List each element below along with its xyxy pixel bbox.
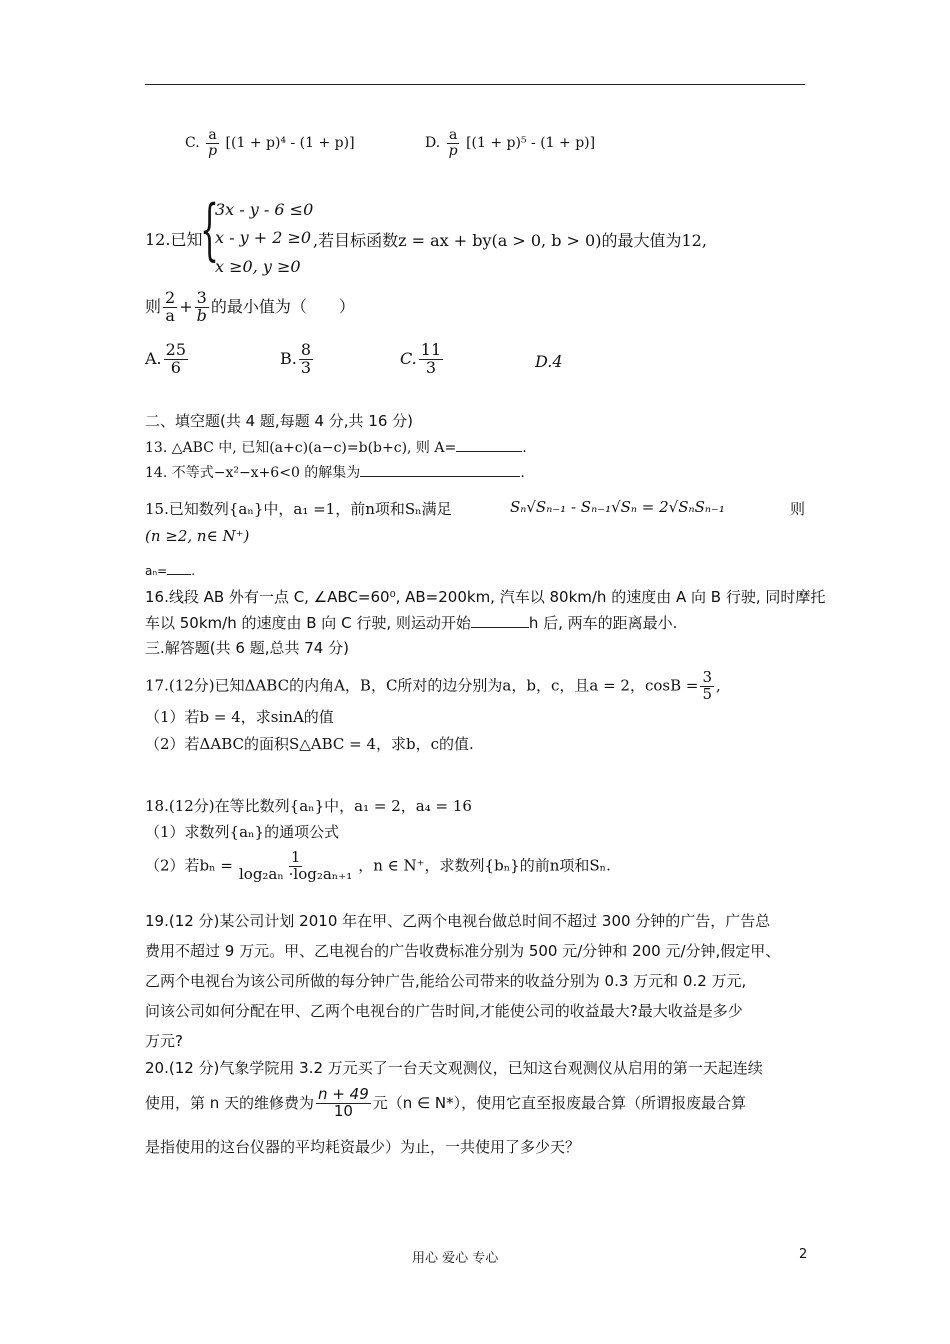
numerator: 1 (290, 848, 301, 866)
option-label: B. (280, 348, 297, 368)
q19-line: 费用不超过 9 万元。甲、乙电视台的广告收费标准分别为 500 元/分钟和 200 元/分钟,假定甲、 (145, 942, 781, 960)
q16-text-b: h 后, 两车的距离最小. (528, 614, 678, 632)
fraction (195, 290, 209, 325)
page-number: 2 (799, 1247, 808, 1262)
numerator: 11 (420, 340, 442, 359)
fraction (299, 342, 313, 377)
q18-part2-suffix: ，n ∈ N⁺，求数列{bₙ}的前n项和Sₙ. (358, 856, 611, 875)
fraction (700, 670, 714, 703)
q13 (145, 437, 527, 457)
q12-constraint-1: 3x - y - 6 ≤0 (215, 200, 314, 219)
numerator: a (448, 127, 458, 143)
q17-line-1 (145, 670, 721, 703)
numerator: 3 (702, 668, 712, 686)
q12-option-b (280, 342, 315, 377)
denominator: 3 (425, 357, 437, 377)
plus-sign: + (179, 296, 193, 316)
answer-blank (456, 437, 522, 452)
answer-blank (471, 613, 529, 628)
q11-option-d (425, 128, 595, 158)
denominator: 6 (170, 357, 181, 377)
numerator: a (208, 127, 217, 143)
q18-part2-prefix: （2）若bₙ = (145, 856, 233, 875)
denominator: 5 (702, 684, 712, 703)
denominator: 10 (333, 1101, 353, 1120)
footer-motto: 用心 爱心 专心 (412, 1251, 499, 1266)
q12-then: 则 (145, 296, 162, 316)
header-rule (145, 84, 805, 85)
q16-line-1: 16.线段 AB 外有一点 C, ∠ABC=60⁰, AB=200km, 汽车以 80km/h 的速度由 A 向 B 行驶, 同时摩托 (145, 588, 826, 606)
q16-line-2 (145, 612, 677, 633)
q20-line-3: 是指使用的这台仪器的平均耗资最少）为止，一共使用了多少天？ (145, 1138, 581, 1156)
answer-blank (167, 563, 191, 575)
fraction (206, 128, 219, 158)
q15-answer-end: . (191, 564, 196, 578)
q15-line-1 (145, 498, 452, 519)
fraction (316, 1087, 371, 1120)
answer-blank (360, 462, 520, 477)
q17-part-1: （1）若b = 4，求sinA的值 (145, 708, 334, 726)
fraction (164, 342, 188, 377)
q15-answer-label: aₙ= (145, 564, 168, 578)
denominator: a (165, 305, 175, 325)
q17-part-2: （2）若ΔABC的面积S△ABC = 4，求b，c的值. (145, 735, 474, 753)
denominator: p (448, 142, 458, 159)
q16-text-a: 车以 50km/h 的速度由 B 向 C 行驶, 则运动开始 (145, 614, 471, 632)
q17-comma: , (716, 676, 721, 695)
q13-text: 13. △ABC 中, 已知(a+c)(a−c)=b(b+c), 则 A= (145, 440, 457, 456)
q12-constraint-3: x ≥0, y ≥0 (215, 257, 301, 276)
q18-line-1: 18.(12分)在等比数列{aₙ}中，a₁ = 2，a₄ = 16 (145, 797, 472, 815)
denominator: p (208, 142, 218, 159)
section-heading-fill-in: 二、填空题(共 4 题,每题 4 分,共 16 分) (145, 412, 414, 430)
numerator: n + 49 (318, 1085, 369, 1103)
section-heading-solutions: 三.解答题(共 6 题,总共 74 分) (145, 639, 349, 657)
option-label: A. (145, 348, 162, 368)
q19-line: 19.(12 分)某公司计划 2010 年在甲、乙两个电视台做总时间不超过 300 分钟的广告，广告总 (145, 912, 771, 930)
q20-text-b: 元（n ∈ N*），使用它直至报废最合算（所谓报废最合算 (372, 1093, 747, 1112)
q11-option-c (185, 128, 355, 158)
q18-part-2 (145, 850, 611, 883)
option-label: C. (400, 348, 417, 368)
q20-text-a: 使用，第 n 天的维修费为 (145, 1093, 315, 1112)
numerator: 3 (196, 288, 207, 307)
q15-then: 则 (790, 500, 806, 518)
q15-answer (145, 563, 195, 578)
option-label: C. (185, 135, 200, 152)
q15-formula: Sₙ√Sₙ₋₁ - Sₙ₋₁√Sₙ = 2√SₙSₙ₋₁ (510, 498, 725, 516)
q15-condition: (n ≥2, n∈ N⁺) (145, 527, 250, 545)
q19-line: 万元? (145, 1032, 183, 1050)
q12-question (145, 290, 355, 325)
q19-line: 乙两个电视台为该公司所做的每分钟广告,能给公司带来的收益分别为 0.3 万元和 0.2 万元, (145, 972, 747, 990)
q12-objective: ,若目标函数z = ax + by(a > 0, b > 0)的最大值为12, (313, 231, 707, 250)
q12-prefix: 12.已知 (145, 230, 203, 249)
option-expression: [(1 + p)⁴ - (1 + p)] (225, 135, 355, 152)
fraction (419, 342, 443, 377)
fraction (237, 850, 354, 883)
numerator: 8 (300, 340, 312, 359)
fraction (163, 290, 177, 325)
q12-option-a (145, 342, 190, 377)
q12-option-c (400, 342, 445, 377)
q20-line-1: 20.(12 分)气象学院用 3.2 万元买了一台天文观测仪，已知这台观测仪从启用的第一天起连续 (145, 1059, 763, 1077)
denominator: b (196, 305, 207, 325)
q18-part-1: （1）求数列{aₙ}的通项公式 (145, 823, 340, 841)
numerator: 2 (165, 288, 176, 307)
denominator: 3 (300, 357, 312, 377)
q19-line: 问该公司如何分配在甲、乙两个电视台的广告时间,才能使公司的收益最大?最大收益是多少 (145, 1002, 743, 1020)
q12-option-d: D.4 (535, 352, 563, 371)
q14-text: 14. 不等式−x²−x+6<0 的解集为 (145, 465, 361, 481)
fraction (447, 128, 460, 158)
q14 (145, 462, 525, 482)
q17-text: 17.(12分)已知ΔABC的内角A，B，C所对的边分别为a，b，c，且a = 2，cosB = (145, 676, 699, 695)
denominator: log₂aₙ ·log₂aₙ₊₁ (238, 864, 353, 883)
q12-tail: 的最小值为（ ） (210, 296, 355, 316)
q19 (145, 906, 810, 1056)
numerator: 25 (165, 340, 186, 359)
option-label: D. (425, 135, 441, 152)
q12-constraint-2: x - y + 2 ≥0 (215, 228, 312, 247)
q13-end: . (522, 440, 527, 456)
option-expression: [(1 + p)⁵ - (1 + p)] (466, 135, 596, 152)
q20-line-2 (145, 1087, 746, 1120)
system-brace: { (200, 191, 219, 268)
q14-end: . (520, 465, 525, 481)
q15-text: 15.已知数列{aₙ}中，a₁ =1，前n项和Sₙ满足 (145, 500, 452, 518)
